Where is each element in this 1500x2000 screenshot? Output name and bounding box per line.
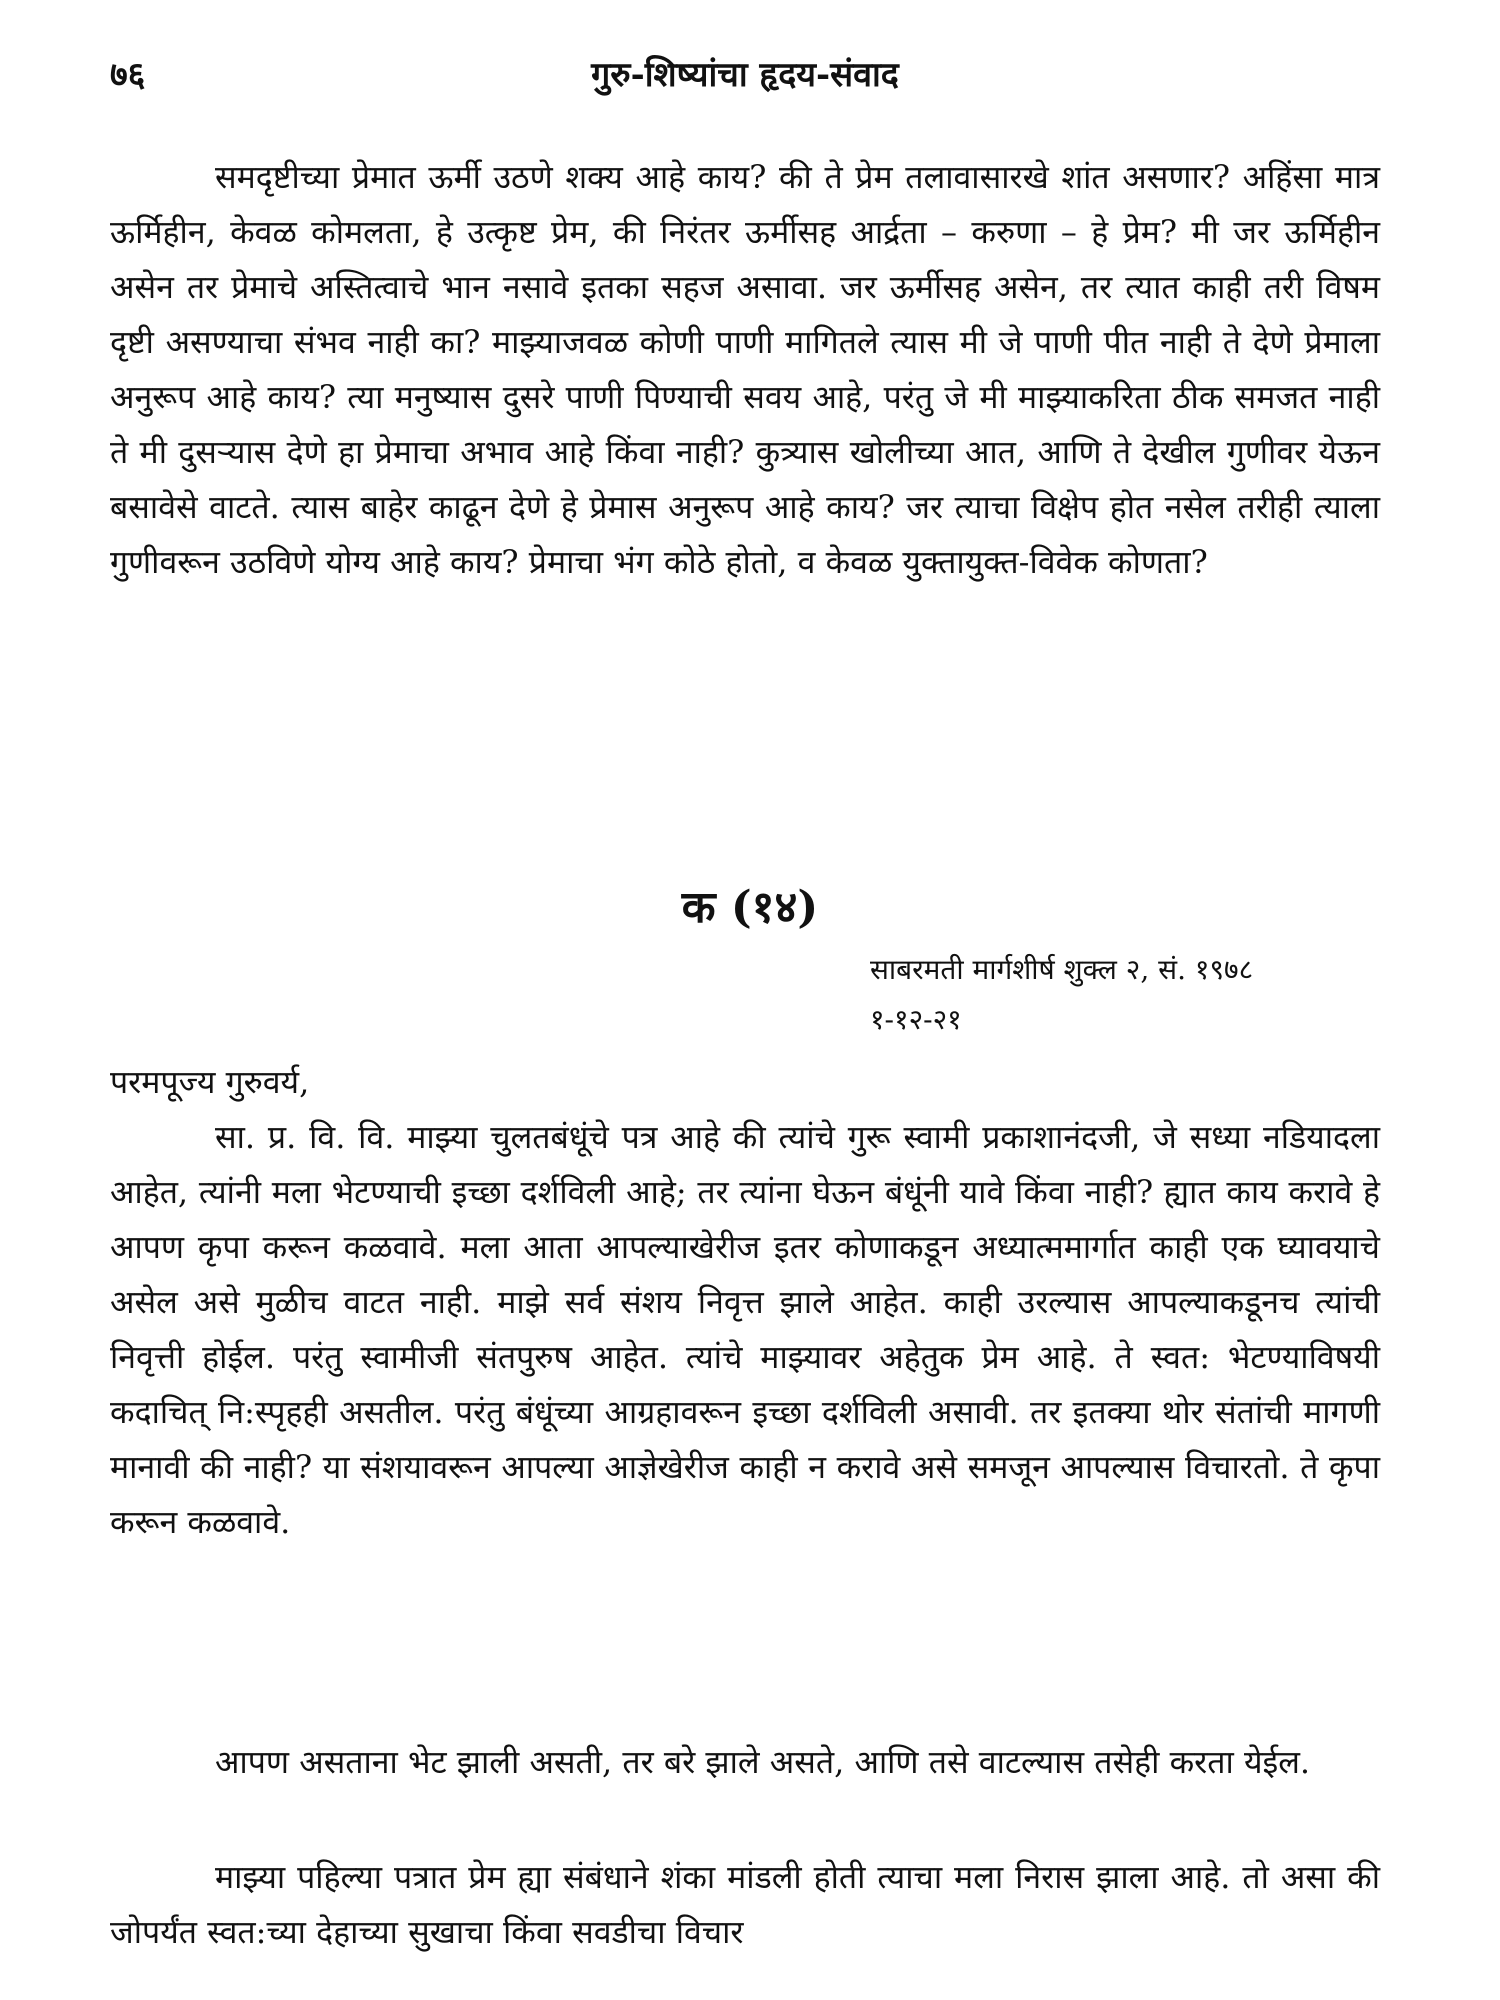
letter-salutation: परमपूज्य गुरुवर्य, (110, 1063, 310, 1101)
letter-date: १-१२-२१ (870, 1003, 962, 1036)
paragraph-4: माझ्या पहिल्या पत्रात प्रेम ह्या संबंधाने शंका मांडली होती त्याचा मला निरास झाला आहे. तो असा की जोपर्यंत स्वत:च्या देहाच्या सुखाचा किंवा सवडीचा विचार (110, 1858, 1380, 1951)
paragraph-3: आपण असताना भेट झाली असती, तर बरे झाले असते, आणि तसे वाटल्यास तसेही करता येईल. (215, 1743, 1311, 1781)
letter-heading: क (१४) (681, 882, 819, 933)
paragraph-2: सा. प्र. वि. वि. माझ्या चुलतबंधूंचे पत्र आहे की त्यांचे गुरू स्वामी प्रकाशानंदजी, जे सध्या नडियादला आहेत, त्यांनी मला भेटण्याची इच्छा दर्शविली आहे; तर त्यांना घेऊन बंधूंनी यावे किंवा नाही? ह्यात काय करावे हे आपण कृपा करून कळवावे. मला आता आपल्याखेरीज इतर कोणाकडून अध्यात्ममार्गात काही एक घ्यावयाचे असेल असे मुळीच वाटत नाही. माझे सर्व संशय निवृत्त झाले आहेत. काही उरल्यास आपल्याकडूनच त्यांची निवृत्ती होईल. परंतु स्वामीजी संतपुरुष आहेत. त्यांचे माझ्यावर अहेतुक प्रेम आहे. ते स्वत: भेटण्याविषयी कदाचित् नि:स्पृहही असतील. परंतु बंधूंच्या आग्रहावरून इच्छा दर्शविली असावी. तर इतक्या थोर संतांची मागणी मानावी की नाही? या संशयावरून आपल्या आज्ञेखेरीज काही न करावे असे समजून आपल्यास विचारतो. ते कृपा करून कळवावे. (110, 1118, 1380, 1541)
paragraph-1: समदृष्टीच्या प्रेमात ऊर्मी उठणे शक्य आहे काय? की ते प्रेम तलावासारखे शांत असणार? अहिंसा मात्र ऊर्मिहीन, केवळ कोमलता, हे उत्कृष्ट प्रेम, की निरंतर ऊर्मीसह आर्द्रता – करुणा – हे प्रेम? मी जर ऊर्मिहीन असेन तर प्रेमाचे अस्तित्वाचे भान नसावे इतका सहज असावा. जर ऊर्मीसह असेन, तर त्यात काही तरी विषम दृष्टी असण्याचा संभव नाही का? माझ्याजवळ कोणी पाणी मागितले त्यास मी जे पाणी पीत नाही ते देणे प्रेमाला अनुरूप आहे काय? त्या मनुष्यास दुसरे पाणी पिण्याची सवय आहे, परंतु जे मी माझ्याकरिता ठीक समजत नाही ते मी दुसऱ्यास देणे हा प्रेमाचा अभाव आहे किंवा नाही? कुत्र्यास खोलीच्या आत, आणि ते देखील गुणीवर येऊन बसावेसे वाटते. त्यास बाहेर काढून देणे हे प्रेमास अनुरूप आहे काय? जर त्याचा विक्षेप होत नसेल तरीही त्याला गुणीवरून उठविणे योग्य आहे काय? प्रेमाचा भंग कोठे होतो, व केवळ युक्तायुक्त-विवेक कोणता? (110, 158, 1380, 581)
running-title: गुरु-शिष्यांचा हृदय-संवाद (591, 55, 899, 95)
page-number: ७६ (110, 55, 146, 95)
running-header (110, 50, 1380, 110)
letter-place-date: साबरमती मार्गशीर्ष शुक्ल २, सं. १९७८ (870, 953, 1254, 986)
